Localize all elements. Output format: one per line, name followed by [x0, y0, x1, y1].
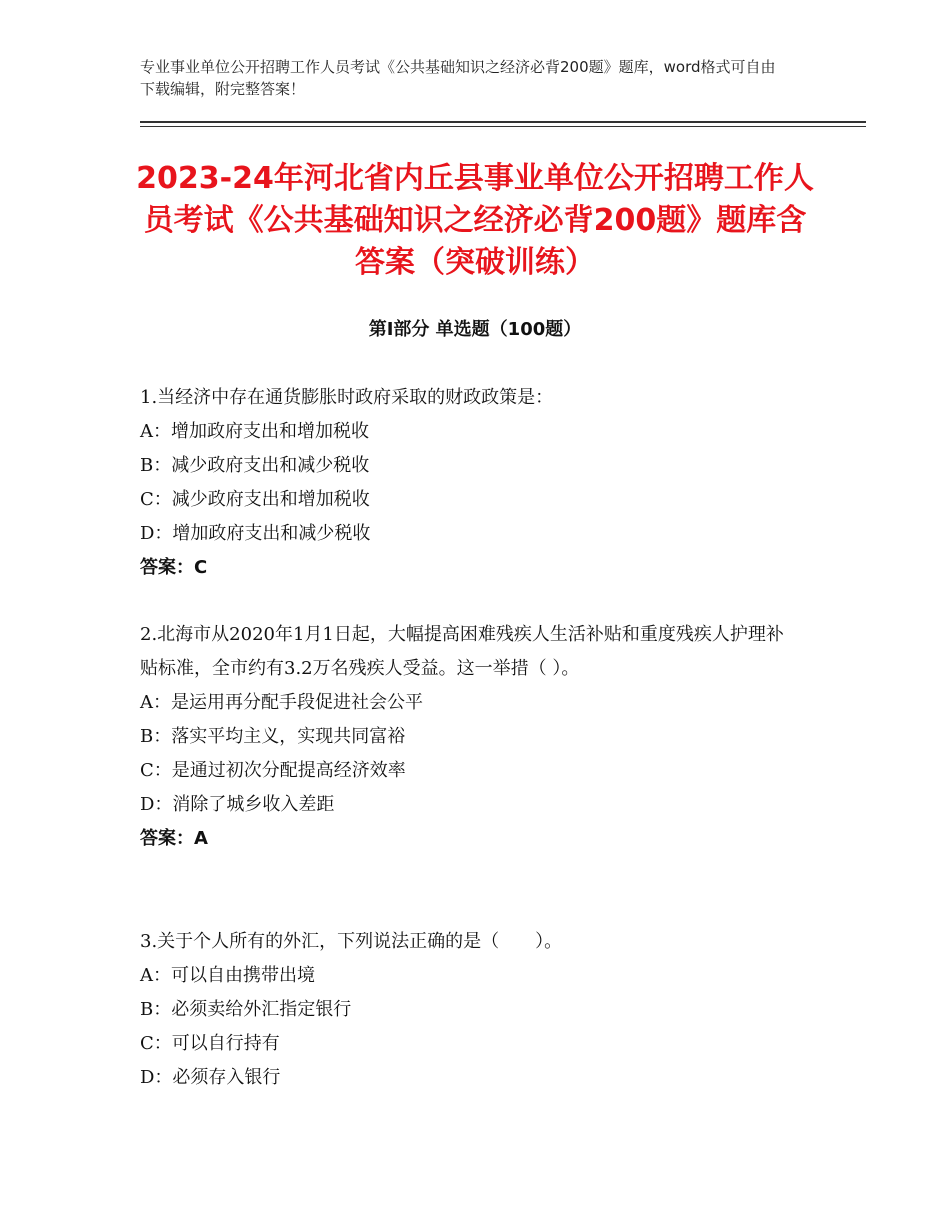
option-a: A：是运用再分配手段促进社会公平: [140, 692, 423, 713]
document-title: 2023-24年河北省内丘县事业单位公开招聘工作人员考试《公共基础知识之经济必背200题》题库含答案（突破训练）: [136, 161, 814, 280]
option-a: A：增加政府支出和增加税收: [140, 421, 369, 442]
option-a: A：可以自由携带出境: [140, 965, 315, 986]
option-d: D：消除了城乡收入差距: [140, 794, 335, 815]
question-stem: 3.关于个人所有的外汇，下列说法正确的是（ ）。: [140, 931, 563, 952]
option-b: B：必须卖给外汇指定银行: [140, 999, 352, 1020]
option-d: D：增加政府支出和减少税收: [140, 523, 371, 544]
option-c: C：可以自行持有: [140, 1033, 280, 1054]
question-3: [140, 925, 800, 1095]
section-heading: 第Ⅰ部分 单选题（100题）: [368, 319, 582, 340]
header-note: 专业事业单位公开招聘工作人员考试《公共基础知识之经济必背200题》题库，word格式可自由下载编辑，附完整答案！: [140, 58, 776, 98]
question-2: [140, 618, 800, 856]
question-stem: 1.当经济中存在通货膨胀时政府采取的财政政策是：: [140, 387, 554, 408]
option-c: C：减少政府支出和增加税收: [140, 489, 370, 510]
option-c: C：是通过初次分配提高经济效率: [140, 760, 406, 781]
answer-label: 答案：C: [140, 557, 208, 578]
question-stem: 2.北海市从2020年1月1日起，大幅提高困难残疾人生活补贴和重度残疾人护理补贴标准，全市约有3.2万名残疾人受益。这一举措（ ）。: [140, 624, 784, 679]
option-d: D：必须存入银行: [140, 1067, 281, 1088]
header-divider-thin: [140, 126, 866, 127]
header-divider-thick: [140, 121, 866, 123]
question-1: [140, 381, 800, 585]
answer-label: 答案：A: [140, 828, 208, 849]
option-b: B：减少政府支出和减少税收: [140, 455, 370, 476]
option-b: B：落实平均主义，实现共同富裕: [140, 726, 406, 747]
